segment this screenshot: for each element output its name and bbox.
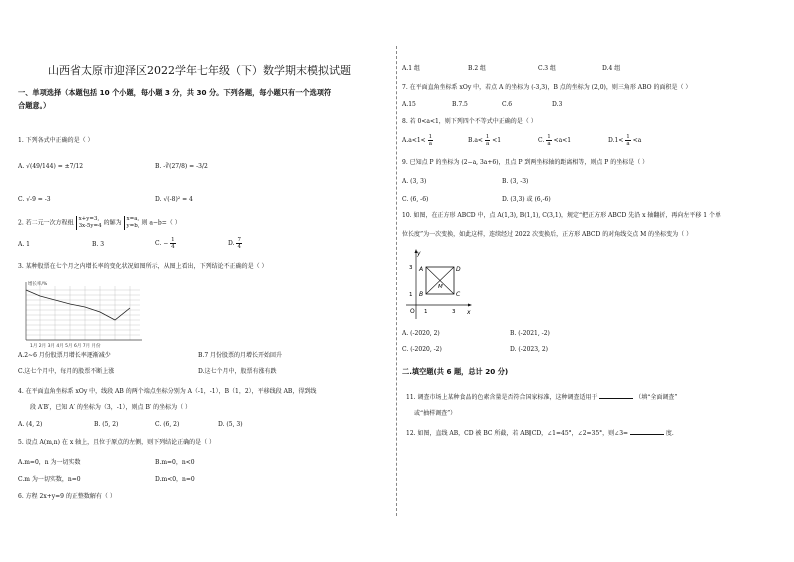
q2-sol1: x=a, — [126, 216, 140, 222]
q8-option-d-text: D.1< — [608, 137, 624, 144]
q8-option-c-text2: <a<1 — [553, 137, 572, 144]
q8-c-num: 1 — [547, 134, 551, 140]
q3-chart-label: 增长率/% — [28, 282, 48, 287]
q8-b-num: 1 — [485, 134, 490, 140]
q2-solution — [124, 216, 140, 230]
q11-text: 11. 调查市场上某种食品的色素含量是否符合国家标准，这种调查适用于 — [406, 394, 598, 401]
q11-stem-cont: 或“抽样调查”） — [414, 410, 457, 417]
q2-system — [76, 216, 102, 230]
q4-stem-cont: 段 A′B′，已知 A′ 的坐标为（3，-1），则点 B′ 的坐标为（ ） — [30, 404, 192, 411]
q2-option-a: A. 1 — [18, 241, 30, 248]
q7-stem: 7. 在平面直角坐标系 xOy 中，若点 A 的坐标为 (-3,3)，B 点的坐标为 (2,0)，则三角形 ABO 的面积是（ ） — [402, 84, 692, 91]
q1-option-b-label: B. — [155, 163, 162, 170]
q4-option-b: B. (5, 2) — [94, 421, 119, 428]
q10-option-a: A. (-2020, 2) — [402, 330, 440, 337]
q10-point-d: D — [456, 266, 461, 273]
q4-option-c: C. (6, 2) — [155, 421, 180, 428]
q6-option-d: D.4 组 — [602, 65, 621, 72]
q10-figure — [404, 247, 474, 323]
q10-tick-x3: 3 — [452, 309, 456, 315]
q3-option-b: B.7 月份股票的月增长开始回升 — [198, 352, 283, 359]
q10-point-c: C — [456, 291, 461, 298]
q10-figure-svg — [404, 247, 474, 323]
section-1-heading-cont: 合题意。） — [18, 101, 51, 110]
q3-option-a: A.2~6 月份股票月增长率逐渐减少 — [18, 352, 111, 359]
q9-option-a: A. (3, 3) — [402, 178, 427, 185]
q2-c-den: 4 — [171, 244, 175, 250]
q9-option-d: D. (3,3) 或 (6,-6) — [502, 196, 551, 203]
q12-text: 12. 如图，直线 AB，CD 被 BC 所截，若 AB∥CD，∠1=45°，∠2=35°，则∠3= — [406, 430, 629, 437]
q2-eq2: 3x-5y=4 — [78, 223, 102, 229]
q8-a-den: a — [428, 141, 433, 147]
q1-option-c — [18, 196, 51, 204]
q9-option-b: B. (3, -3) — [502, 178, 529, 185]
q3-growth-chart — [20, 276, 150, 348]
q10-point-m: M — [438, 284, 443, 290]
q4-option-d: D. (5, 3) — [218, 421, 243, 428]
q5-option-a: A.m=0，n 为一切实数 — [18, 459, 81, 466]
column-divider — [396, 46, 397, 516]
q10-x-arrow — [468, 304, 472, 307]
q2-option-d-frac — [236, 237, 242, 250]
section-1-heading: 一、单项选择（本题包括 10 个小题，每小题 3 分，共 30 分。下列各题，每小题只有一个选项符 — [18, 88, 332, 97]
q10-x-label: x — [467, 309, 471, 316]
q2-d-num: 7 — [237, 237, 241, 243]
q11-tail: （填“全面调查” — [635, 394, 678, 401]
q11-answer-blank[interactable] — [599, 398, 633, 399]
q8-option-b-text: B.a< — [468, 137, 483, 144]
q1-option-a-math: √(49/144) = ±7/12 — [26, 163, 84, 170]
q8-stem: 8. 若 0<a<1，则下列四个不等式中正确的是（ ） — [402, 118, 537, 125]
q8-option-c-frac — [546, 134, 552, 147]
q5-option-c: C.m 为一切实数，n=0 — [18, 476, 81, 483]
q2-stem-pre: 2. 若二元一次方程组 — [18, 219, 74, 227]
q7-option-d: D.3 — [552, 101, 563, 108]
q12-tail: 度. — [665, 430, 674, 437]
q1-option-b-math: -∛(27/8) = -3/2 — [163, 163, 208, 170]
q2-d-den: 4 — [237, 244, 241, 250]
q3-option-c: C.这七个月中，每月的股票不断上涨 — [18, 368, 115, 375]
q1-option-d — [155, 196, 193, 204]
q10-point-a: A — [419, 266, 424, 273]
q1-option-c-math: √-9 = -3 — [26, 196, 51, 203]
q2-option-b: B. 3 — [92, 241, 105, 248]
q1-option-a — [18, 163, 83, 171]
q6-option-c: C.3 组 — [538, 65, 557, 72]
q8-a-num: 1 — [428, 134, 433, 140]
q5-stem: 5. 设点 A(m,n) 在 x 轴上，且位于原点的左侧，则下列结论正确的是（ ） — [18, 439, 216, 446]
q4-option-a: A. (4, 2) — [18, 421, 43, 428]
q8-option-d-frac — [625, 134, 631, 147]
q12-answer-blank[interactable] — [630, 434, 664, 435]
q2-sol2: y=b, — [126, 223, 140, 229]
q10-stem-cont: 位长度”为一次变换，如此这样，连续经过 2022 次变换后，正方形 ABCD 的对角线交点 M 的坐标变为（ ） — [402, 231, 693, 238]
q10-stem: 10. 如图，在正方形 ABCD 中，点 A(1,3), B(1,1), C(3,1)，规定“把正方形 ABCD 先沿 x 轴翻折，再向左平移 1 个单 — [402, 212, 722, 219]
q5-option-d: D.m<0，n=0 — [155, 476, 195, 483]
q8-option-c — [538, 134, 571, 147]
q2-c-num: 1 — [171, 237, 175, 243]
q1-stem: 1. 下列各式中正确的是（ ） — [18, 137, 94, 144]
q8-option-c-text: C. — [538, 137, 545, 144]
q8-option-a-text: A.a<1< — [402, 137, 426, 144]
q9-stem: 9. 已知点 P 的坐标为 (2−a, 3a+6)，且点 P 到两坐标轴的距离相等，则点 P 的坐标是（ ） — [402, 159, 649, 166]
q10-origin: O — [410, 308, 415, 315]
q1-option-a-label: A. — [18, 163, 25, 170]
section-2-heading: 二.填空题(共 6 题，总计 20 分) — [402, 367, 509, 376]
q10-y-label: y — [417, 250, 421, 257]
page-title: 山西省太原市迎泽区2022学年七年级（下）数学期末模拟试题 — [48, 64, 351, 77]
q8-d-num: 1 — [626, 134, 630, 140]
q8-option-a — [402, 134, 433, 147]
q2-option-c-sign: − — [163, 240, 169, 247]
q7-option-b: B.7.5 — [452, 101, 468, 108]
q5-option-b: B.m=0，n<0 — [155, 459, 195, 466]
q10-option-c: C. (-2020, -2) — [402, 346, 442, 353]
q10-point-b: B — [419, 291, 424, 298]
q4-stem: 4. 在平面直角坐标系 xOy 中，线段 AB 的两个端点坐标分别为 A（-1，-1），B（1，2），平移线段 AB，得到线 — [18, 388, 317, 395]
q8-d-den: a — [626, 141, 630, 147]
q7-option-c: C.6 — [502, 101, 513, 108]
q1-option-d-label: D. — [155, 196, 162, 203]
q1-option-c-label: C. — [18, 196, 25, 203]
q1-option-d-math: √(-8)² = 4 — [163, 196, 193, 203]
q8-option-d-text2: <a — [632, 137, 642, 144]
q8-option-b-text2: <1 — [492, 137, 502, 144]
q10-tick-y3: 3 — [409, 265, 413, 271]
q8-option-a-frac — [428, 134, 434, 147]
q2-option-c-label: C. — [155, 240, 162, 247]
q2-option-c — [155, 237, 176, 250]
q2-stem — [18, 216, 181, 230]
q1-option-b — [155, 163, 208, 171]
q12-stem — [406, 430, 674, 438]
q8-c-den: a — [547, 141, 551, 147]
q8-option-b — [468, 134, 501, 147]
q6-option-a: A.1 组 — [402, 65, 420, 72]
q3-x-labels: 1月 2月 3月 4月 5月 6月 7月 月份 — [30, 344, 101, 348]
q8-option-b-frac — [485, 134, 491, 147]
q11-stem — [406, 394, 677, 402]
q3-chart-svg — [20, 276, 150, 348]
q8-b-den: a — [485, 141, 490, 147]
q2-option-d — [228, 237, 242, 250]
q6-option-b: B.2 组 — [468, 65, 487, 72]
q6-stem: 6. 方程 2x+y=9 的正整数解有（ ） — [18, 493, 116, 500]
q2-option-d-label: D. — [228, 240, 235, 247]
q2-stem-post: 的解为 — [103, 219, 122, 227]
q8-option-d — [608, 134, 641, 147]
q10-option-b: B. (-2021, -2) — [510, 330, 550, 337]
q7-option-a: A.15 — [402, 101, 416, 108]
q10-tick-y1: 1 — [409, 292, 413, 298]
q2-eq1: x+y=3, — [78, 216, 100, 222]
q3-stem: 3. 某种股票在七个月之内增长率的变化状况如图所示，从图上看出，下列结论不正确的是（ ） — [18, 263, 268, 270]
q2-tail: 则 a−b=（ ） — [141, 219, 181, 227]
q2-option-c-frac — [170, 237, 176, 250]
q9-option-c: C. (6, -6) — [402, 196, 429, 203]
q3-option-d: D.这七个月中，股票有涨有跌 — [198, 368, 277, 375]
q10-tick-x1: 1 — [424, 309, 428, 315]
q10-option-d: D. (-2023, 2) — [510, 346, 549, 353]
